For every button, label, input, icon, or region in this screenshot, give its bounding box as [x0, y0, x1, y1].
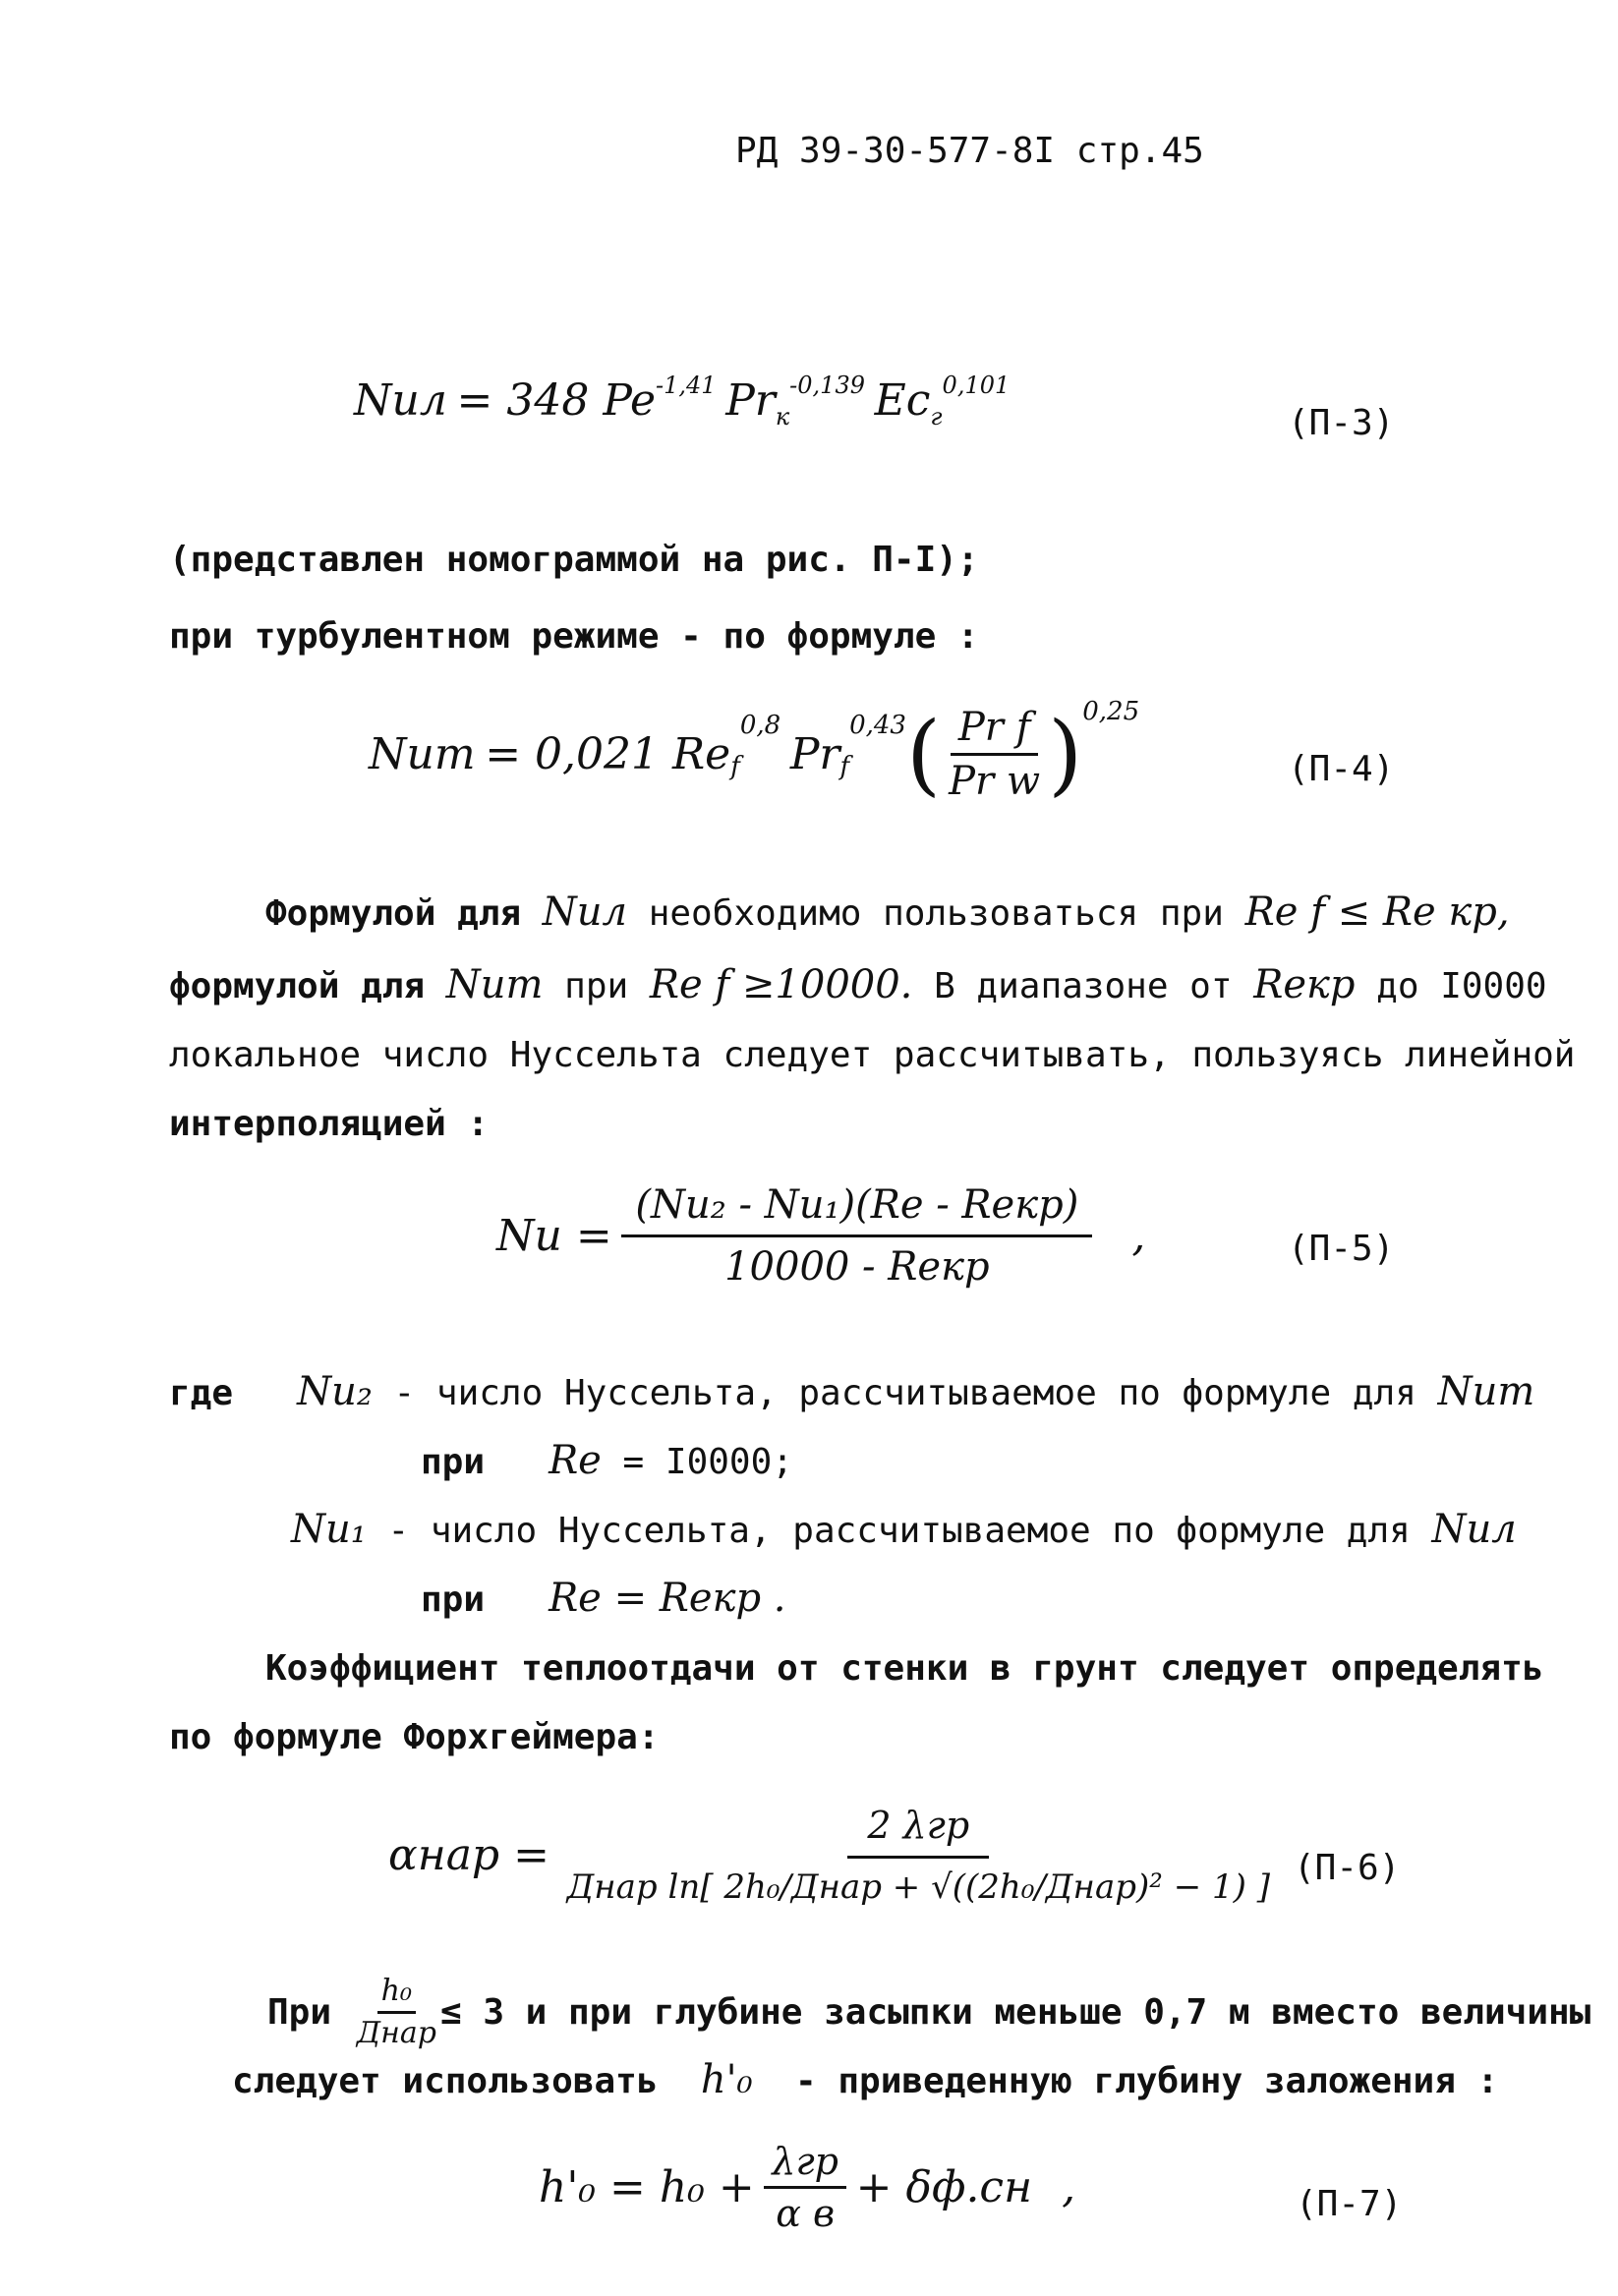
- p3-rhs: = 348 Pe: [456, 375, 656, 426]
- p3-ec: Ec: [874, 375, 931, 426]
- p5-frac-num: (Nu₂ - Nu₁)(Re - Reкр): [621, 1185, 1092, 1237]
- p2-text-d: до I0000: [1376, 966, 1547, 1006]
- p4-fraction: [941, 705, 1048, 804]
- p2-text-c: В диапазоне от: [934, 966, 1233, 1006]
- p3-ec-sub: г: [930, 403, 943, 430]
- p1-text-a: Формулой для: [265, 893, 522, 934]
- p3-pr-sub: к: [775, 403, 790, 430]
- p7-text-b: ≤ 3 и при глубине засыпки меньше 0,7 м вместо величины: [439, 1991, 1591, 2033]
- p6-frac-num: 2 λгр: [847, 1807, 989, 1859]
- where-line-4: [421, 1575, 786, 1622]
- equation-p5-number: (П-5): [1288, 1229, 1395, 1269]
- p4-lhs: Nuт: [369, 728, 476, 779]
- p3-lhs: Nuл: [354, 375, 447, 426]
- p4-paren-close: ): [1048, 702, 1083, 806]
- p8-text-a: следует использовать: [232, 2061, 659, 2101]
- p7-tail: + δф.сн: [855, 2161, 1033, 2212]
- p7-text-a: При: [267, 1991, 332, 2033]
- w2b-equation: Re = Reкр .: [549, 1576, 786, 1621]
- w1-text: - число Нуссельта, рассчитываемое по формуле для: [393, 1373, 1416, 1413]
- p3-exp2: -0,139: [789, 372, 865, 399]
- paragraph-line-2: [169, 961, 1547, 1008]
- p7-frac-den: Днар: [356, 2016, 436, 2050]
- p1-nu-symbol: Nuл: [542, 890, 628, 935]
- equation-p7-number: (П-7): [1296, 2184, 1403, 2224]
- p7-fraction: [353, 1974, 440, 2051]
- w2-text: - число Нуссельта, рассчитываемое по формуле для: [387, 1511, 1411, 1551]
- p2-text-b: при: [564, 966, 629, 1006]
- equation-p4-number: (П-4): [1288, 749, 1395, 789]
- paragraph-line-5: Коэффициент теплоотдачи от стенки в грунт следует определять: [265, 1648, 1544, 1689]
- paragraph-line-4: интерполяцией :: [169, 1104, 490, 1144]
- p7-comma: ,: [1062, 2161, 1076, 2212]
- p4-pr: Pr: [789, 728, 840, 779]
- p4-frac-den: Pr w: [949, 759, 1041, 804]
- equation-p5: [496, 1182, 1146, 1290]
- p6-fraction: [559, 1804, 1278, 1907]
- p4-paren-open: (: [905, 702, 942, 806]
- p2-condition: Re f ≥10000.: [649, 962, 913, 1007]
- w2b-text: при: [421, 1579, 486, 1620]
- p5-lhs: Nu =: [496, 1210, 612, 1261]
- p5-frac-den: 10000 - Reкр: [724, 1244, 990, 1290]
- w1-symbol: Nu₂: [297, 1369, 373, 1414]
- p6-lhs: αнар =: [388, 1829, 549, 1880]
- equation-p7: [539, 2140, 1076, 2235]
- p4-exp2: 0,43: [849, 710, 906, 740]
- text-line-1: (представлен номограммой на рис. П-I);: [169, 540, 979, 580]
- p7eq-frac-num: λгр: [764, 2143, 846, 2189]
- p6-frac-den: Днар ln[ 2h₀/Днар + √((2h₀/Днар)² − 1) ]: [566, 1867, 1270, 1907]
- p3-exp3: 0,101: [942, 372, 1011, 399]
- where-line-1: [169, 1368, 1534, 1415]
- where-line-2: [421, 1437, 793, 1484]
- p2-re-kr: Reкр: [1253, 962, 1356, 1007]
- p2-nu-symbol: Nuт: [445, 962, 544, 1007]
- p1-text-b: необходимо пользоваться при: [648, 893, 1224, 934]
- p1-condition: Re f ≤ Re кр,: [1244, 890, 1510, 935]
- p4-exp1: 0,8: [739, 710, 781, 740]
- equation-p4: [369, 696, 1140, 806]
- p3-pr: Pr: [725, 375, 776, 426]
- paragraph-line-3: локальное число Нуссельта следует рассчитывать, пользуясь линейной: [169, 1035, 1576, 1075]
- p8-symbol: h'₀: [700, 2057, 753, 2102]
- equation-p6-number: (П-6): [1294, 1848, 1401, 1888]
- p4-exp3: 0,25: [1082, 696, 1140, 726]
- p3-exp1: -1,41: [656, 372, 717, 399]
- paragraph-line-8: [232, 2056, 1498, 2103]
- p5-comma: ,: [1131, 1210, 1146, 1261]
- where-label: где: [169, 1373, 234, 1413]
- equation-p3-number: (П-3): [1288, 403, 1395, 443]
- equation-p6: [388, 1804, 1278, 1907]
- paragraph-line-7: [267, 1974, 1590, 2051]
- equation-p3: [354, 373, 1010, 429]
- p7eq-fraction: [764, 2140, 846, 2235]
- p4-rhs: = 0,021 Re: [485, 728, 731, 779]
- where-line-3: [291, 1506, 1517, 1553]
- w2-symbol: Nu₁: [291, 1507, 367, 1552]
- page-header: РД 39-30-577-8I стр.45: [735, 131, 1204, 171]
- text-line-2: при турбулентном режиме - по формуле :: [169, 616, 979, 657]
- p4-re-sub: f: [730, 751, 740, 781]
- paragraph-line-1: [265, 889, 1510, 936]
- p2-text-a: формулой для: [169, 966, 426, 1006]
- p4-frac-num: Pr f: [951, 708, 1039, 756]
- w2-ref: Nuл: [1431, 1507, 1517, 1552]
- w1b-re: Re: [549, 1438, 602, 1483]
- p8-text-b: - приведенную глубину заложения :: [795, 2061, 1499, 2101]
- w1b-text: при: [421, 1442, 486, 1482]
- p7-lhs: h'₀ = h₀ +: [539, 2161, 755, 2212]
- w1b-value: = I0000;: [622, 1442, 793, 1482]
- w1-ref: Nuт: [1437, 1369, 1535, 1414]
- p7-frac-num: h₀: [377, 1974, 416, 2014]
- p7eq-frac-den: α в: [776, 2192, 836, 2235]
- p5-fraction: [621, 1182, 1092, 1290]
- paragraph-line-6: по формуле Форхгеймера:: [169, 1717, 660, 1757]
- p4-pr-sub: f: [839, 751, 850, 781]
